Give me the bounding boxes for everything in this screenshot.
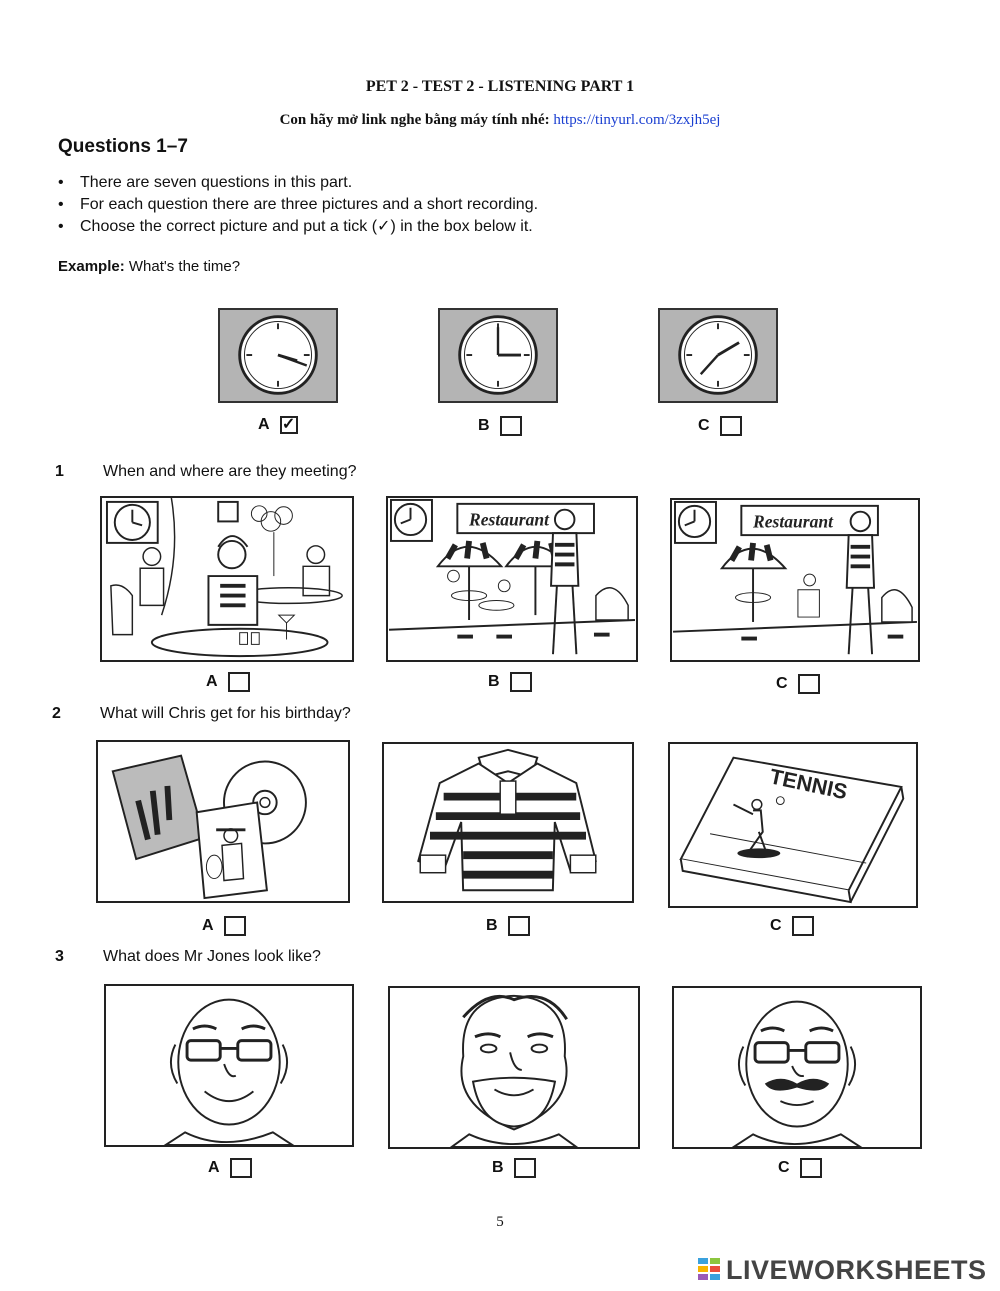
liveworksheets-logo-icon <box>698 1258 720 1284</box>
bald-man-moustache-icon <box>674 988 920 1147</box>
question-1 <box>55 463 357 481</box>
answer-checkbox[interactable] <box>230 1158 252 1178</box>
q1-option-b <box>488 672 532 692</box>
bald-man-glasses-icon <box>106 986 352 1145</box>
option-letter: B <box>478 417 490 434</box>
question-3 <box>55 948 321 966</box>
question-text: When and where are they meeting? <box>103 463 357 480</box>
option-letter: B <box>488 673 500 690</box>
q2-option-b <box>486 916 530 936</box>
question-text: What does Mr Jones look like? <box>103 948 321 965</box>
cafe-interior-icon <box>102 498 352 660</box>
page-title: PET 2 - TEST 2 - LISTENING PART 1 <box>365 78 635 95</box>
option-letter: A <box>206 673 218 690</box>
instruction-item: • For each question there are three pictures and a short recording. <box>58 194 538 216</box>
example-label: Example: <box>58 258 125 275</box>
example-picture-c <box>658 308 778 403</box>
example-picture-b <box>438 308 558 403</box>
example-question <box>58 258 240 275</box>
question-2 <box>52 705 351 723</box>
option-letter: A <box>258 416 270 433</box>
instruction-item: • Choose the correct picture and put a tick (✓) in the box below it. <box>58 216 538 238</box>
instruction-text: Con hãy mở link nghe bằng máy tính nhé: <box>279 112 550 128</box>
section-heading: Questions 1–7 <box>58 136 188 157</box>
q2-picture-a <box>96 740 350 903</box>
option-letter: C <box>776 675 788 692</box>
example-option-a <box>258 416 298 434</box>
q3-picture-a <box>104 984 354 1147</box>
q3-option-c <box>778 1158 822 1178</box>
answer-checkbox[interactable] <box>792 916 814 936</box>
striped-sweater-icon <box>384 744 632 901</box>
bearded-man-icon <box>390 988 638 1147</box>
restaurant-sign: Restaurant <box>753 511 834 532</box>
answer-checkbox[interactable] <box>500 416 522 436</box>
q3-picture-c <box>672 986 922 1149</box>
brand-name: LIVEWORKSHEETS <box>726 1255 987 1285</box>
clock-icon <box>440 310 556 401</box>
example-picture-a <box>218 308 338 403</box>
instruction-item: • There are seven questions in this part. <box>58 172 538 194</box>
answer-checkbox[interactable] <box>228 672 250 692</box>
listening-instruction <box>0 112 1000 129</box>
q2-option-c <box>770 916 814 936</box>
option-letter: A <box>202 917 214 934</box>
option-letter: A <box>208 1159 220 1176</box>
q2-picture-b <box>382 742 634 903</box>
example-text: What's the time? <box>128 258 241 275</box>
answer-checkbox[interactable] <box>720 416 742 436</box>
liveworksheets-logo <box>698 1255 987 1286</box>
clock-icon <box>220 310 336 401</box>
q3-option-b <box>492 1158 536 1178</box>
answer-checkbox[interactable] <box>798 674 820 694</box>
restaurant-terrace-icon <box>672 500 918 660</box>
example-option-c <box>698 416 742 436</box>
q3-option-a <box>208 1158 252 1178</box>
option-letter: C <box>770 917 782 934</box>
book-title: TENNIS <box>767 764 850 805</box>
option-letter: C <box>698 417 710 434</box>
question-number: 2 <box>52 705 61 722</box>
option-letter: C <box>778 1159 790 1176</box>
q1-picture-a <box>100 496 354 662</box>
q1-option-a <box>206 672 250 692</box>
answer-checkbox[interactable] <box>800 1158 822 1178</box>
question-number: 1 <box>55 463 64 480</box>
answer-checkbox[interactable]: ✓ <box>280 416 298 434</box>
instruction-list <box>58 172 538 238</box>
answer-checkbox[interactable] <box>508 916 530 936</box>
q2-option-a <box>202 916 246 936</box>
question-text: What will Chris get for his birthday? <box>100 705 351 722</box>
question-number: 3 <box>55 948 64 965</box>
clock-icon <box>660 310 776 401</box>
q1-picture-c <box>670 498 920 662</box>
q1-picture-b <box>386 496 638 662</box>
restaurant-terrace-icon <box>388 498 636 660</box>
answer-checkbox[interactable] <box>514 1158 536 1178</box>
page-number: 5 <box>496 1214 504 1230</box>
audio-link[interactable]: https://tinyurl.com/3zxjh5ej <box>553 112 721 128</box>
q3-picture-b <box>388 986 640 1149</box>
tennis-book-icon <box>670 744 916 906</box>
example-option-b <box>478 416 522 436</box>
cd-and-dvd-icon <box>98 742 348 901</box>
answer-checkbox[interactable] <box>510 672 532 692</box>
q2-picture-c <box>668 742 918 908</box>
q1-option-c <box>776 674 820 694</box>
option-letter: B <box>492 1159 504 1176</box>
option-letter: B <box>486 917 498 934</box>
restaurant-sign: Restaurant <box>469 509 550 530</box>
answer-checkbox[interactable] <box>224 916 246 936</box>
